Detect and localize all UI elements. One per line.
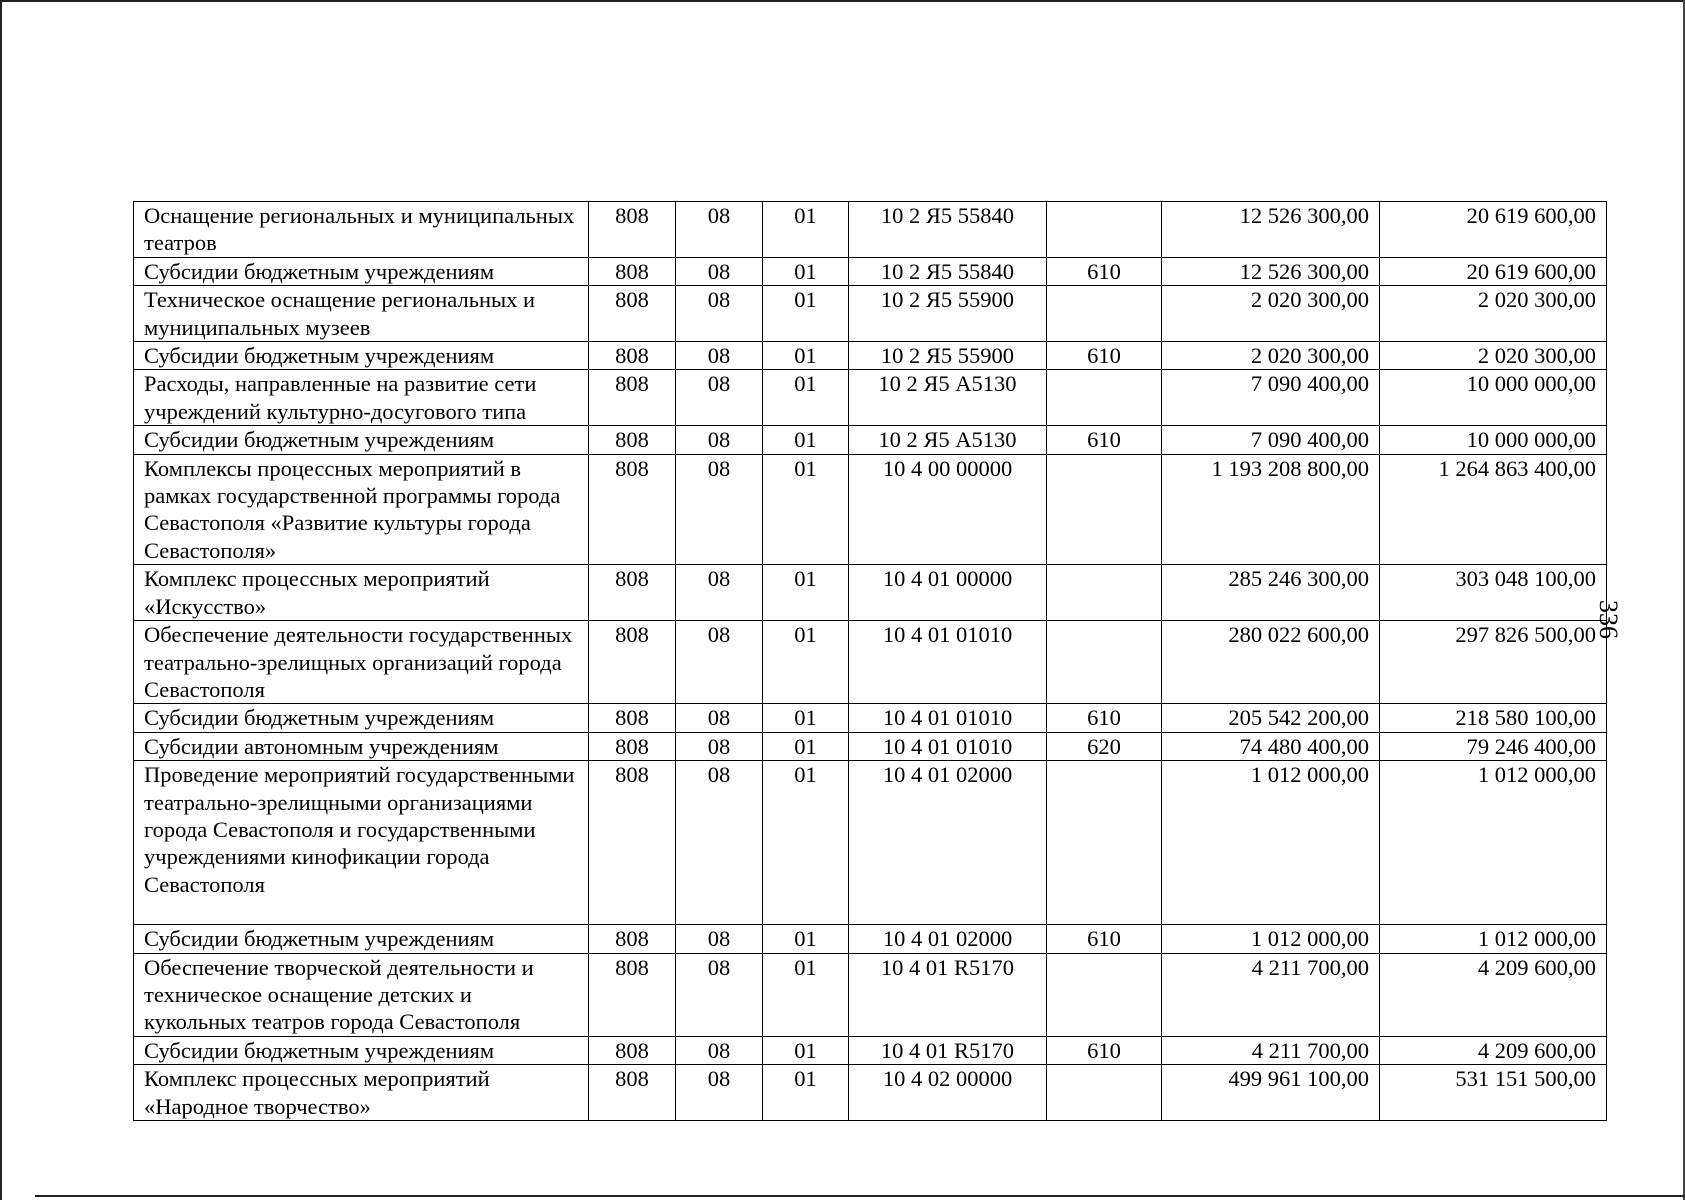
expense-name-cell: Обеспечение деятельности государственных театрально-зрелищных организаций города Севастополя — [134, 621, 589, 704]
expense-type-cell: 610 — [1047, 426, 1162, 454]
subsection-code-cell: 01 — [763, 202, 849, 258]
table-row — [134, 426, 1607, 454]
expense-type-cell — [1047, 565, 1162, 621]
target-article-cell: 10 2 Я5 55840 — [849, 202, 1047, 258]
target-article-cell: 10 4 02 00000 — [849, 1065, 1047, 1121]
expense-name-cell: Субсидии автономным учреждениям — [134, 732, 589, 760]
expense-type-cell: 610 — [1047, 257, 1162, 285]
amount-year1-cell: 1 193 208 800,00 — [1162, 454, 1380, 565]
amount-year2-cell: 218 580 100,00 — [1380, 704, 1607, 732]
expense-name-cell: Субсидии бюджетным учреждениям — [134, 925, 589, 953]
section-code-cell: 08 — [676, 257, 763, 285]
amount-year2-cell: 297 826 500,00 — [1380, 621, 1607, 704]
expense-type-cell — [1047, 286, 1162, 342]
amount-year1-cell: 4 211 700,00 — [1162, 1036, 1380, 1064]
expense-name-cell: Обеспечение творческой деятельности и техническое оснащение детских и кукольных театров города Севастополя — [134, 953, 589, 1036]
expense-type-cell — [1047, 761, 1162, 925]
target-article-cell: 10 4 01 00000 — [849, 565, 1047, 621]
subsection-code-cell: 01 — [763, 257, 849, 285]
subsection-code-cell: 01 — [763, 704, 849, 732]
expense-name-cell: Расходы, направленные на развитие сети учреждений культурно-досугового типа — [134, 370, 589, 426]
section-code-cell: 08 — [676, 925, 763, 953]
amount-year1-cell: 2 020 300,00 — [1162, 286, 1380, 342]
expense-type-cell: 610 — [1047, 704, 1162, 732]
amount-year1-cell: 7 090 400,00 — [1162, 426, 1380, 454]
department-code-cell: 808 — [589, 953, 676, 1036]
table-row — [134, 1036, 1607, 1064]
department-code-cell: 808 — [589, 704, 676, 732]
section-code-cell: 08 — [676, 953, 763, 1036]
page-edge-top — [0, 0, 1685, 2]
amount-year2-cell: 1 264 863 400,00 — [1380, 454, 1607, 565]
table-row — [134, 953, 1607, 1036]
expense-type-cell: 620 — [1047, 732, 1162, 760]
target-article-cell: 10 2 Я5 А5130 — [849, 426, 1047, 454]
subsection-code-cell: 01 — [763, 454, 849, 565]
amount-year2-cell: 10 000 000,00 — [1380, 370, 1607, 426]
amount-year2-cell: 4 209 600,00 — [1380, 953, 1607, 1036]
amount-year1-cell: 280 022 600,00 — [1162, 621, 1380, 704]
amount-year1-cell: 285 246 300,00 — [1162, 565, 1380, 621]
subsection-code-cell: 01 — [763, 342, 849, 370]
department-code-cell: 808 — [589, 1036, 676, 1064]
expense-type-cell: 610 — [1047, 1036, 1162, 1064]
target-article-cell: 10 4 01 01010 — [849, 704, 1047, 732]
department-code-cell: 808 — [589, 257, 676, 285]
table-row — [134, 342, 1607, 370]
expense-type-cell — [1047, 454, 1162, 565]
expense-type-cell: 610 — [1047, 342, 1162, 370]
department-code-cell: 808 — [589, 342, 676, 370]
table-row — [134, 732, 1607, 760]
section-code-cell: 08 — [676, 202, 763, 258]
subsection-code-cell: 01 — [763, 1036, 849, 1064]
expense-type-cell — [1047, 621, 1162, 704]
amount-year2-cell: 20 619 600,00 — [1380, 202, 1607, 258]
subsection-code-cell: 01 — [763, 370, 849, 426]
target-article-cell: 10 2 Я5 55900 — [849, 286, 1047, 342]
page-edge-left — [0, 0, 2, 1200]
section-code-cell: 08 — [676, 1036, 763, 1064]
expense-type-cell — [1047, 953, 1162, 1036]
section-code-cell: 08 — [676, 732, 763, 760]
target-article-cell: 10 2 Я5 55900 — [849, 342, 1047, 370]
table-row — [134, 370, 1607, 426]
subsection-code-cell: 01 — [763, 286, 849, 342]
amount-year1-cell: 12 526 300,00 — [1162, 202, 1380, 258]
section-code-cell: 08 — [676, 454, 763, 565]
expense-type-cell: 610 — [1047, 925, 1162, 953]
amount-year1-cell: 1 012 000,00 — [1162, 761, 1380, 925]
subsection-code-cell: 01 — [763, 953, 849, 1036]
amount-year2-cell: 1 012 000,00 — [1380, 925, 1607, 953]
expense-name-cell: Проведение мероприятий государственными театрально-зрелищными организациями города Севастополя и государственными учреждениями кинофикации города Севастополя — [134, 761, 589, 925]
amount-year1-cell: 7 090 400,00 — [1162, 370, 1380, 426]
department-code-cell: 808 — [589, 565, 676, 621]
amount-year2-cell: 2 020 300,00 — [1380, 342, 1607, 370]
budget-expenditure-table — [133, 201, 1607, 1121]
amount-year2-cell: 303 048 100,00 — [1380, 565, 1607, 621]
target-article-cell: 10 4 01 02000 — [849, 925, 1047, 953]
section-code-cell: 08 — [676, 704, 763, 732]
department-code-cell: 808 — [589, 732, 676, 760]
department-code-cell: 808 — [589, 370, 676, 426]
department-code-cell: 808 — [589, 454, 676, 565]
amount-year1-cell: 74 480 400,00 — [1162, 732, 1380, 760]
table-row — [134, 286, 1607, 342]
target-article-cell: 10 4 00 00000 — [849, 454, 1047, 565]
subsection-code-cell: 01 — [763, 1065, 849, 1121]
table-row — [134, 454, 1607, 565]
subsection-code-cell: 01 — [763, 565, 849, 621]
amount-year2-cell: 10 000 000,00 — [1380, 426, 1607, 454]
section-code-cell: 08 — [676, 565, 763, 621]
expense-name-cell: Субсидии бюджетным учреждениям — [134, 704, 589, 732]
department-code-cell: 808 — [589, 925, 676, 953]
amount-year2-cell: 4 209 600,00 — [1380, 1036, 1607, 1064]
amount-year2-cell: 20 619 600,00 — [1380, 257, 1607, 285]
page-edge-bottom — [35, 1195, 1685, 1197]
section-code-cell: 08 — [676, 370, 763, 426]
expense-type-cell — [1047, 1065, 1162, 1121]
amount-year2-cell: 531 151 500,00 — [1380, 1065, 1607, 1121]
target-article-cell: 10 4 01 02000 — [849, 761, 1047, 925]
target-article-cell: 10 4 01 01010 — [849, 732, 1047, 760]
section-code-cell: 08 — [676, 1065, 763, 1121]
table-row — [134, 761, 1607, 925]
expense-name-cell: Комплекс процессных мероприятий «Народное творчество» — [134, 1065, 589, 1121]
table-row — [134, 565, 1607, 621]
department-code-cell: 808 — [589, 1065, 676, 1121]
table-row — [134, 621, 1607, 704]
subsection-code-cell: 01 — [763, 732, 849, 760]
department-code-cell: 808 — [589, 761, 676, 925]
expense-name-cell: Комплекс процессных мероприятий «Искусство» — [134, 565, 589, 621]
table-row — [134, 925, 1607, 953]
amount-year1-cell: 1 012 000,00 — [1162, 925, 1380, 953]
subsection-code-cell: 01 — [763, 761, 849, 925]
table-row — [134, 257, 1607, 285]
amount-year1-cell: 12 526 300,00 — [1162, 257, 1380, 285]
table-body — [134, 202, 1607, 1121]
department-code-cell: 808 — [589, 202, 676, 258]
expense-name-cell: Оснащение региональных и муниципальных театров — [134, 202, 589, 258]
department-code-cell: 808 — [589, 286, 676, 342]
expense-name-cell: Техническое оснащение региональных и муниципальных музеев — [134, 286, 589, 342]
amount-year1-cell: 499 961 100,00 — [1162, 1065, 1380, 1121]
table-row — [134, 202, 1607, 258]
expense-name-cell: Субсидии бюджетным учреждениям — [134, 342, 589, 370]
section-code-cell: 08 — [676, 761, 763, 925]
amount-year1-cell: 4 211 700,00 — [1162, 953, 1380, 1036]
amount-year1-cell: 2 020 300,00 — [1162, 342, 1380, 370]
target-article-cell: 10 4 01 R5170 — [849, 1036, 1047, 1064]
section-code-cell: 08 — [676, 621, 763, 704]
target-article-cell: 10 2 Я5 55840 — [849, 257, 1047, 285]
expense-name-cell: Субсидии бюджетным учреждениям — [134, 426, 589, 454]
subsection-code-cell: 01 — [763, 426, 849, 454]
amount-year2-cell: 1 012 000,00 — [1380, 761, 1607, 925]
target-article-cell: 10 2 Я5 А5130 — [849, 370, 1047, 426]
expense-name-cell: Комплексы процессных мероприятий в рамках государственной программы города Севастополя «Развитие культуры города Севастополя» — [134, 454, 589, 565]
amount-year2-cell: 79 246 400,00 — [1380, 732, 1607, 760]
table-row — [134, 704, 1607, 732]
section-code-cell: 08 — [676, 426, 763, 454]
expense-name-cell: Субсидии бюджетным учреждениям — [134, 257, 589, 285]
page-number: 336 — [1594, 600, 1623, 639]
expense-type-cell — [1047, 370, 1162, 426]
section-code-cell: 08 — [676, 286, 763, 342]
expense-name-cell: Субсидии бюджетным учреждениям — [134, 1036, 589, 1064]
target-article-cell: 10 4 01 R5170 — [849, 953, 1047, 1036]
subsection-code-cell: 01 — [763, 925, 849, 953]
expense-type-cell — [1047, 202, 1162, 258]
section-code-cell: 08 — [676, 342, 763, 370]
target-article-cell: 10 4 01 01010 — [849, 621, 1047, 704]
department-code-cell: 808 — [589, 621, 676, 704]
amount-year2-cell: 2 020 300,00 — [1380, 286, 1607, 342]
subsection-code-cell: 01 — [763, 621, 849, 704]
table-row — [134, 1065, 1607, 1121]
department-code-cell: 808 — [589, 426, 676, 454]
amount-year1-cell: 205 542 200,00 — [1162, 704, 1380, 732]
